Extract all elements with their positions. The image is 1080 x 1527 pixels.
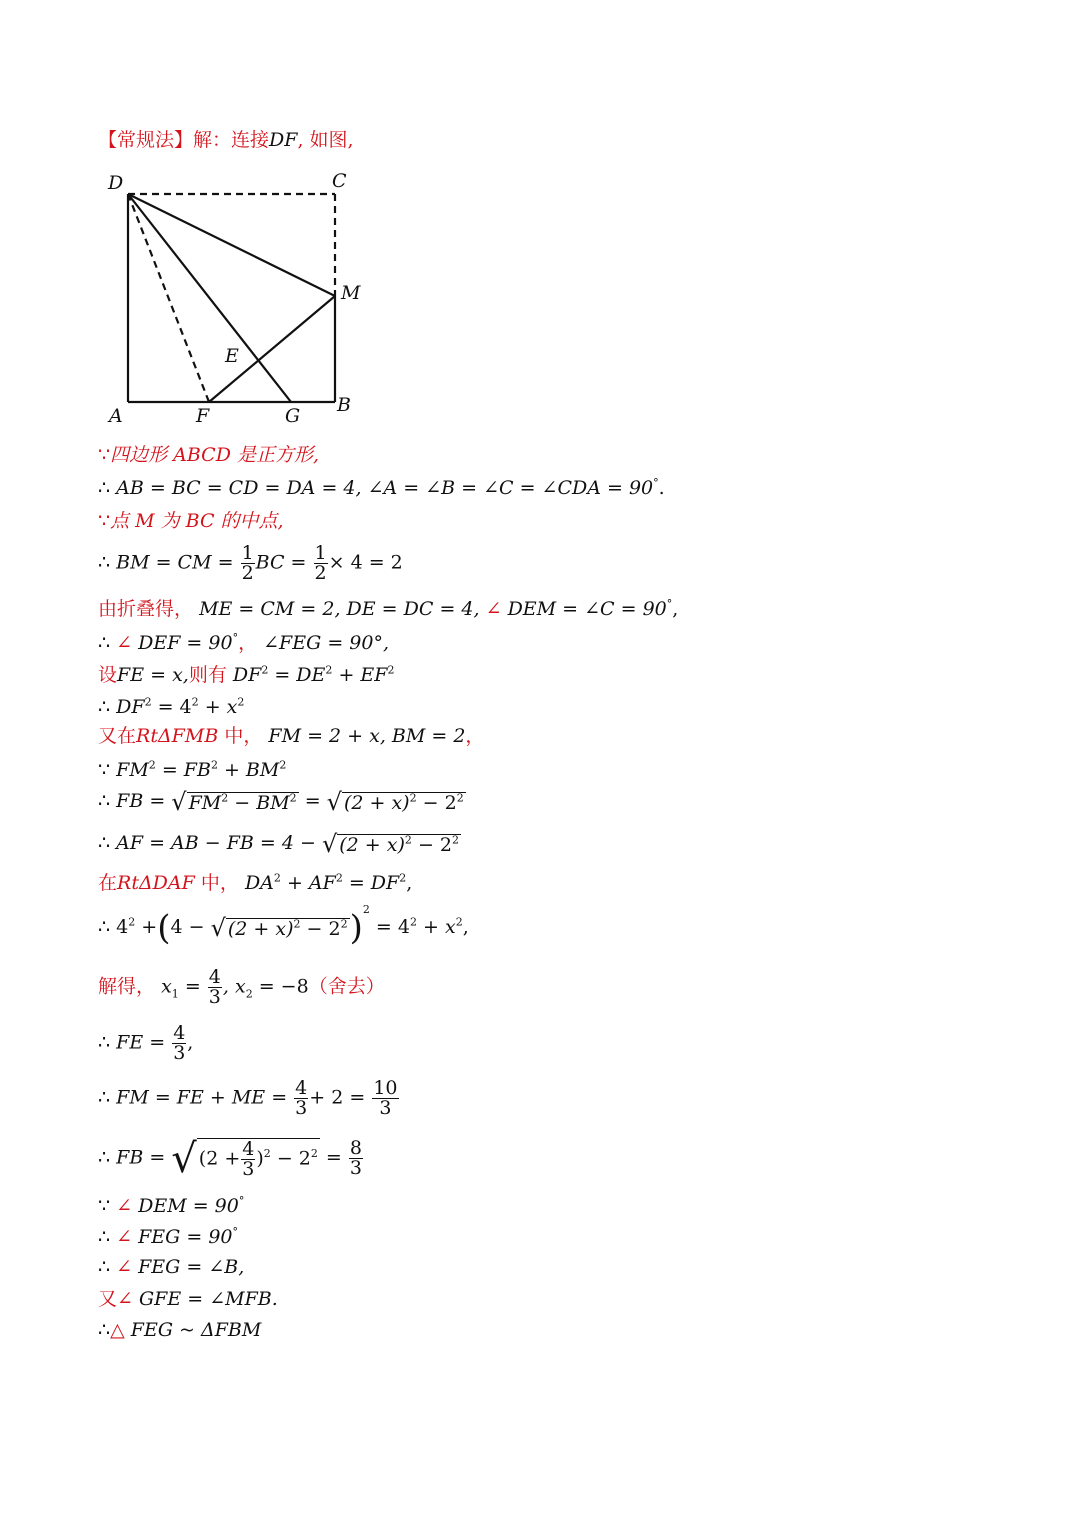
line-math: FM xyxy=(188,791,222,814)
therefore-symbol: ∴ xyxy=(98,1146,111,1169)
exponent: 2 xyxy=(128,915,136,929)
segment-df-dashed xyxy=(128,194,209,402)
line-end: ， xyxy=(465,725,485,747)
square-root: √ $(2 + x)^2 - 2^2$ xyxy=(326,788,464,816)
line-math: FE = xyxy=(116,1031,166,1054)
geometry-figure xyxy=(100,165,380,435)
red-text: 由折叠得， xyxy=(98,598,194,620)
label-a: A xyxy=(109,405,123,427)
proof-line-18 xyxy=(98,1135,364,1182)
line-text: 四边形 ABCD 是正方形, xyxy=(110,444,320,466)
proof-line-23 xyxy=(98,1321,261,1340)
line-math: = 4 xyxy=(369,916,410,938)
line-math: (2 + x) xyxy=(339,833,405,856)
square-root: √ (2 + $\frac{4}{3}$ )$^2 - 2^2$ xyxy=(171,1135,318,1182)
line-math: DEF = 90 xyxy=(138,632,233,654)
degree-sign: ° xyxy=(232,631,239,645)
line-end: , xyxy=(462,916,469,938)
degree-sign: ° xyxy=(238,1194,245,1208)
square-root: √ $FM^2 - BM^2$ xyxy=(171,788,297,816)
segment-dm xyxy=(128,194,335,296)
proof-line-1 xyxy=(98,446,319,465)
numerator: 4 xyxy=(242,1138,255,1160)
fraction xyxy=(208,968,222,1007)
line-math: GFE = ∠MFB. xyxy=(138,1288,278,1310)
therefore-symbol: ∴ xyxy=(98,696,111,718)
line-math: = xyxy=(319,1146,342,1169)
proof-line-5 xyxy=(98,597,679,620)
label-c: C xyxy=(332,170,347,192)
triangle-name: RtΔFMB xyxy=(136,725,219,747)
line-math: = DF xyxy=(342,872,400,894)
proof-line-4 xyxy=(98,544,403,583)
denominator: 3 xyxy=(208,986,221,1008)
line-math: DEM = ∠C = 90 xyxy=(507,598,667,620)
segment-dg xyxy=(128,194,291,402)
line-math: FB = xyxy=(116,790,166,812)
angle-symbol: ∠ xyxy=(116,1226,133,1248)
exponent: 2 xyxy=(455,915,463,929)
line-math: DA xyxy=(244,872,274,894)
line-math: BM = CM = xyxy=(116,551,234,574)
exponent: 2 xyxy=(310,1147,318,1161)
label-e: E xyxy=(225,345,239,367)
therefore-symbol: ∴ xyxy=(98,551,111,574)
fraction xyxy=(314,544,328,583)
denominator: 2 xyxy=(241,562,254,584)
subscript: 1 xyxy=(171,987,179,1001)
exponent: 2 xyxy=(404,833,412,847)
degree-sign: ° xyxy=(653,476,659,490)
line-math: − 2 xyxy=(300,917,341,940)
line-math: + 2 = xyxy=(309,1086,366,1109)
line-math: − 2 xyxy=(411,833,452,856)
numerator: 10 xyxy=(373,1077,398,1099)
intro-text: 解：连接 xyxy=(193,129,270,151)
denominator: 2 xyxy=(314,562,327,584)
line-math: DF xyxy=(232,664,262,686)
red-text: 又 xyxy=(98,1288,118,1310)
exponent: 2 xyxy=(293,917,301,931)
proof-line-11 xyxy=(98,790,466,814)
because-symbol: ∵ xyxy=(98,1195,111,1217)
square-root: √ $(2 + x)^2 - 2^2$ xyxy=(321,830,459,858)
angle-symbol: ∠ xyxy=(485,598,502,620)
exponent: 2 xyxy=(148,758,156,772)
line-math: FM = FE + ME = xyxy=(116,1086,288,1109)
denominator: 3 xyxy=(173,1042,186,1064)
therefore-symbol: ∴ xyxy=(98,1226,111,1248)
line-math: FE = x, xyxy=(117,664,189,686)
proof-line-17 xyxy=(98,1079,400,1118)
line-math: FEG = 90 xyxy=(138,1226,233,1248)
red-text: 中， xyxy=(224,725,263,747)
header-tail: , 如图, xyxy=(297,129,354,151)
degree-sign: ° xyxy=(666,597,673,611)
line-math: + x xyxy=(198,696,238,718)
fraction xyxy=(349,1139,363,1178)
line-math: ∠FEG = 90°, xyxy=(263,632,390,654)
line-math: BC = xyxy=(255,551,307,574)
angle-symbol: ∠ xyxy=(116,1256,133,1278)
line-math: × 4 = 2 xyxy=(328,551,403,574)
exponent: 2 xyxy=(289,791,297,805)
exponent: 2 xyxy=(456,791,464,805)
therefore-symbol: ∴ xyxy=(98,1086,111,1109)
solution-header xyxy=(98,131,354,150)
line-end: , xyxy=(187,1031,194,1054)
proof-line-22 xyxy=(98,1290,278,1309)
proof-line-20 xyxy=(98,1225,239,1248)
angle-symbol: ∠ xyxy=(116,1195,133,1217)
label-d: D xyxy=(108,172,124,194)
therefore-symbol: ∴ xyxy=(98,1256,111,1278)
fraction xyxy=(241,544,255,583)
because-symbol: ∵ xyxy=(98,759,111,781)
line-math: = xyxy=(178,975,201,998)
angle-symbol: ∠ xyxy=(117,1288,133,1310)
line-math: x xyxy=(161,975,172,998)
line-math: + AF xyxy=(280,872,336,894)
exponent: 2 xyxy=(144,695,152,709)
line-math: DEM = 90 xyxy=(138,1195,239,1217)
line-math: + EF xyxy=(332,664,388,686)
exponent: 2 xyxy=(325,663,333,677)
proof-line-8 xyxy=(98,695,245,718)
line-math: ) xyxy=(256,1147,264,1170)
red-text: 解得， xyxy=(98,975,156,998)
line-math: AB = BC = CD = DA = 4, ∠A = ∠B = ∠C = ∠CDA = 90 xyxy=(116,477,654,499)
proof-line-2 xyxy=(98,476,665,499)
triangle-name: RtΔDAF xyxy=(117,872,195,894)
denominator: 3 xyxy=(242,1158,255,1180)
exponent: 2 xyxy=(362,903,370,916)
label-m: M xyxy=(341,282,361,304)
red-text: 则有 xyxy=(188,664,227,686)
line-math: = DE xyxy=(268,664,326,686)
because-symbol: ∵ xyxy=(98,444,111,466)
line-math: FEG ~ ΔFBM xyxy=(130,1319,262,1341)
line-end: . xyxy=(658,477,665,499)
line-math: (2 + xyxy=(198,1147,241,1170)
therefore-symbol: ∴ xyxy=(98,477,111,499)
denominator: 3 xyxy=(295,1097,308,1119)
proof-line-14 xyxy=(98,903,469,948)
proof-line-9 xyxy=(98,727,484,746)
because-symbol: ∵ xyxy=(98,510,111,532)
line-math: + xyxy=(135,916,158,938)
numerator: 4 xyxy=(208,966,221,988)
line-math: − 2 xyxy=(270,1147,311,1170)
exponent: 2 xyxy=(237,695,245,709)
numerator: 1 xyxy=(241,542,254,564)
red-text: 又在 xyxy=(98,725,137,747)
exponent: 2 xyxy=(210,758,218,772)
fraction xyxy=(372,1079,398,1118)
proof-line-16 xyxy=(98,1024,193,1063)
proof-line-6 xyxy=(98,631,390,654)
line-math: = −8 xyxy=(252,975,309,998)
label-g: G xyxy=(285,405,301,427)
exponent: 2 xyxy=(409,791,417,805)
therefore-symbol: ∴ xyxy=(98,790,111,812)
line-end: , xyxy=(406,872,413,894)
line-math: + x xyxy=(416,916,456,938)
fraction xyxy=(172,1024,186,1063)
red-text: 在 xyxy=(98,872,118,894)
subscript: 2 xyxy=(245,987,253,1001)
proof-line-13 xyxy=(98,871,413,894)
exponent: 2 xyxy=(261,663,269,677)
line-math: = FB xyxy=(155,759,211,781)
exponent: 2 xyxy=(409,915,417,929)
exponent: 2 xyxy=(452,833,459,847)
exponent: 2 xyxy=(387,663,395,677)
line-math: DF xyxy=(116,696,145,718)
line-math: − BM xyxy=(228,791,290,814)
label-f: F xyxy=(196,405,210,427)
numerator: 8 xyxy=(349,1137,362,1159)
red-text: 中， xyxy=(200,872,239,894)
exponent: 2 xyxy=(340,917,348,931)
proof-line-10 xyxy=(98,758,287,781)
therefore-symbol: ∴ xyxy=(98,1031,111,1054)
line-math: ME = CM = 2, DE = DC = 4, xyxy=(199,598,480,620)
left-paren: ( xyxy=(157,908,171,948)
exponent: 2 xyxy=(399,871,407,885)
red-text: 设 xyxy=(98,664,118,686)
proof-line-21 xyxy=(98,1258,244,1277)
exponent: 2 xyxy=(263,1147,271,1161)
exponent: 2 xyxy=(191,695,199,709)
therefore-symbol: ∴ xyxy=(98,916,111,938)
line-math: (2 + x) xyxy=(227,917,294,940)
fraction xyxy=(294,1079,308,1118)
red-text: （舍去） xyxy=(308,975,385,998)
line-math: 4 − xyxy=(170,916,205,938)
therefore-symbol: ∴ xyxy=(98,1319,111,1341)
exponent: 2 xyxy=(279,758,287,772)
line-math: + BM xyxy=(217,759,280,781)
square-root: √ $(2 + x)^2 - 2^2$ xyxy=(210,914,348,942)
angle-symbol: ∠ xyxy=(116,632,133,654)
exponent: 2 xyxy=(221,791,229,805)
line-math: FM xyxy=(116,759,149,781)
proof-line-15 xyxy=(98,968,385,1007)
degree-sign: ° xyxy=(232,1225,239,1239)
right-paren: ) xyxy=(349,908,363,948)
line-text: 点 M 为 BC 的中点, xyxy=(110,510,284,532)
line-math: FEG = ∠B, xyxy=(138,1256,245,1278)
line-math: 4 xyxy=(116,916,129,938)
denominator: 3 xyxy=(349,1157,362,1179)
line-math: FB = xyxy=(116,1146,166,1169)
numerator: 4 xyxy=(173,1022,186,1044)
proof-line-3 xyxy=(98,512,284,531)
method-bracket: 【常规法】 xyxy=(98,129,194,151)
exponent: 2 xyxy=(335,871,343,885)
line-math: , x xyxy=(222,975,246,998)
therefore-symbol: ∴ xyxy=(98,832,111,854)
proof-line-7 xyxy=(98,663,395,686)
numerator: 1 xyxy=(314,542,327,564)
line-math: − 2 xyxy=(416,791,457,814)
numerator: 4 xyxy=(295,1077,308,1099)
line-math: (2 + x) xyxy=(343,791,410,814)
exponent: 2 xyxy=(273,871,281,885)
denominator: 3 xyxy=(379,1097,392,1119)
therefore-symbol: ∴ xyxy=(98,632,111,654)
line-math: = xyxy=(298,790,321,812)
separator: ， xyxy=(238,632,258,654)
line-math: AF = AB − FB = 4 − xyxy=(116,832,316,854)
line-math: = 4 xyxy=(151,696,192,718)
fraction xyxy=(241,1140,255,1179)
label-b: B xyxy=(337,394,351,416)
line-math: FM = 2 + x, BM = 2 xyxy=(268,725,466,747)
line-end: , xyxy=(672,598,679,620)
triangle-symbol: △ xyxy=(110,1319,125,1341)
proof-line-19 xyxy=(98,1194,245,1217)
proof-line-12 xyxy=(98,832,461,856)
segment-df: DF xyxy=(269,129,298,151)
